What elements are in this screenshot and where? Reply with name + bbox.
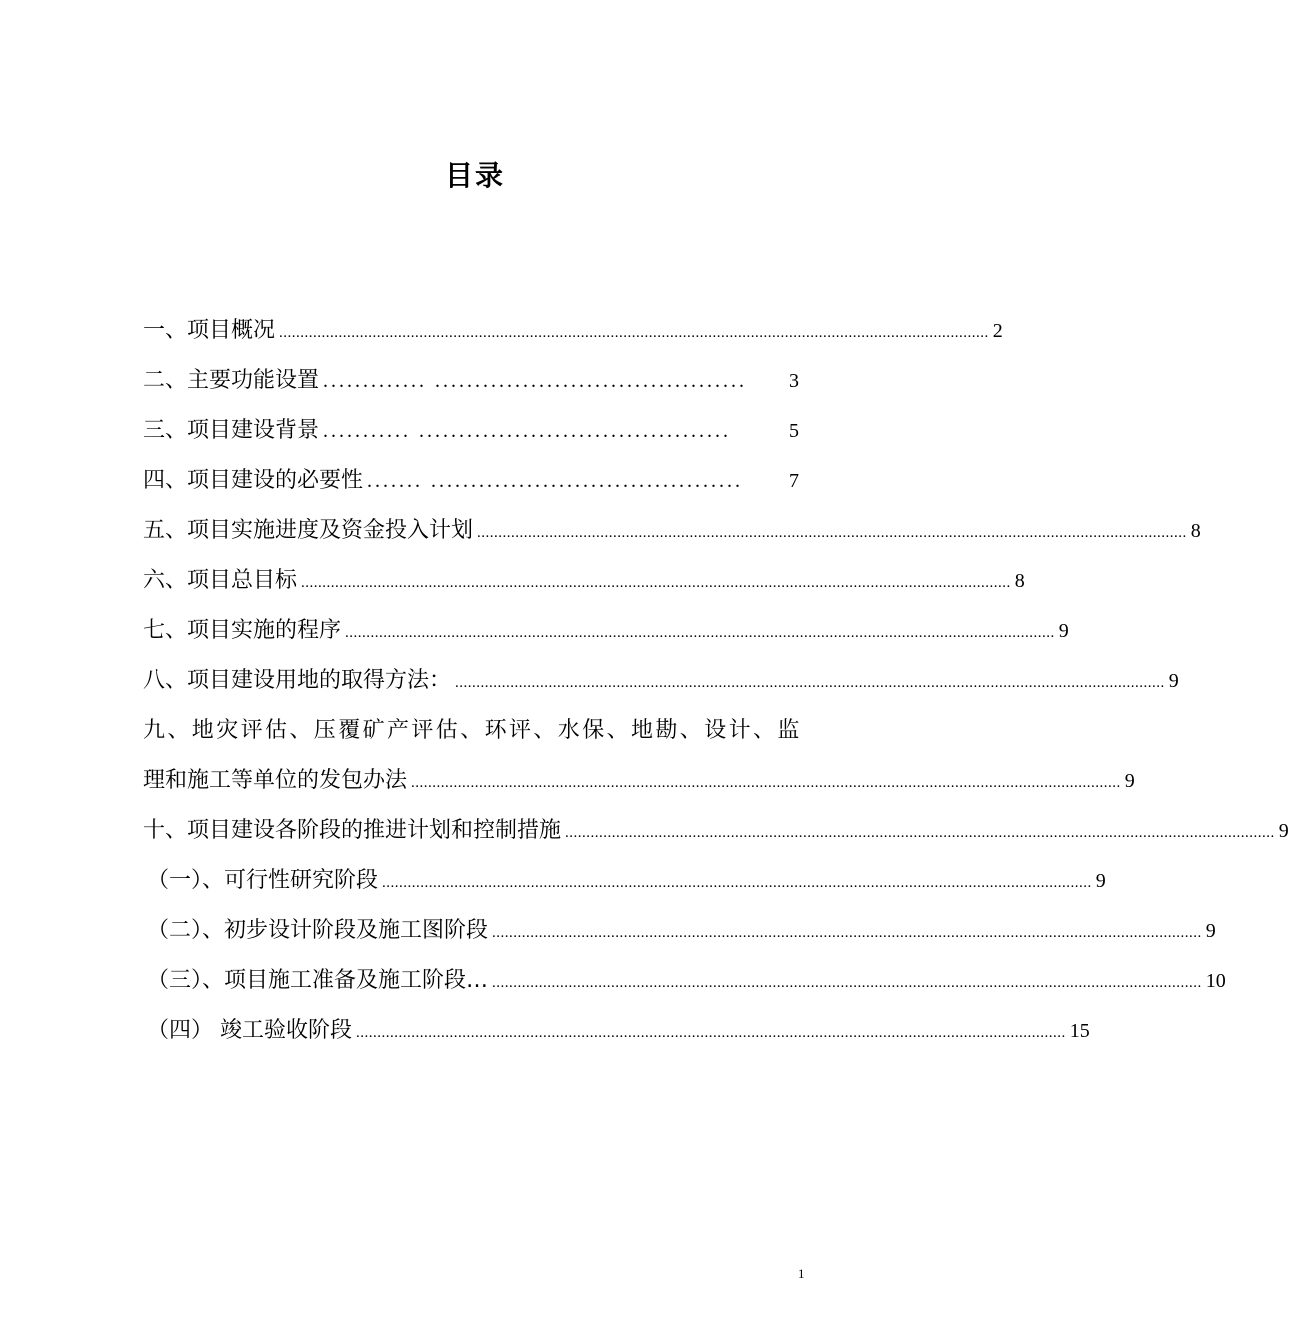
toc-dot-leader: ....................................................................................................................................................................... — [411, 775, 1121, 791]
toc-entry[interactable] — [143, 406, 807, 456]
toc-dot-leader: ........... ....................................... — [323, 420, 732, 442]
toc-entry[interactable] — [143, 706, 1135, 806]
toc-entry[interactable] — [143, 906, 1216, 956]
toc-entry[interactable] — [143, 856, 1106, 906]
toc-entry[interactable] — [143, 556, 1025, 606]
toc-entry-label: （三）、项目施工准备及施工阶段… — [147, 968, 489, 993]
toc-entry-label: 五、项目实施进度及资金投入计划 — [143, 518, 474, 543]
toc-entry[interactable] — [143, 656, 1179, 706]
toc-dot-leader: ....................................................................................................................................................................... — [345, 625, 1055, 641]
toc-entry-label: （四） 竣工验收阶段 — [147, 1018, 352, 1043]
toc-page-number: 9 — [1278, 820, 1289, 842]
toc-page-number: 15 — [1069, 1020, 1090, 1042]
toc-dot-leader: ....... ....................................... — [367, 470, 744, 492]
footer-page-number: 1 — [798, 1266, 805, 1281]
toc-entry-label: 三、项目建设背景 — [143, 418, 320, 443]
toc-page-number: 2 — [992, 320, 1003, 342]
toc-entry-label: （二）、初步设计阶段及施工图阶段 — [147, 918, 489, 943]
toc-entry-label: 二、主要功能设置 — [143, 368, 320, 393]
toc-page-number: 9 — [1095, 870, 1106, 892]
toc-page-number: 10 — [1205, 970, 1226, 992]
page-title: 目录 — [444, 159, 505, 192]
toc-page-number: 9 — [1205, 920, 1216, 942]
toc-dot-leader: ....................................................................................................................................................................... — [279, 325, 989, 341]
toc-entry-label: 六、项目总目标 — [143, 568, 298, 593]
toc-entry[interactable] — [143, 1006, 1090, 1056]
toc-dot-leader: ....................................................................................................................................................................... — [382, 875, 1092, 891]
toc-entry[interactable] — [143, 356, 807, 406]
toc-entry-label: （一）、可行性研究阶段 — [147, 868, 379, 893]
toc-dot-leader: ....................................................................................................................................................................... — [565, 825, 1275, 841]
toc-entry-label-line1: 九、地灾评估、压覆矿产评估、环评、水保、地勘、设计、监 — [143, 718, 802, 743]
toc-dot-leader: ....................................................................................................................................................................... — [356, 1025, 1066, 1041]
toc-page-number: 9 — [1168, 670, 1179, 692]
toc-dot-leader: ....................................................................................................................................................................... — [455, 675, 1165, 691]
toc-entry[interactable] — [143, 456, 807, 506]
toc-entry[interactable] — [143, 956, 1226, 1006]
toc-dot-leader: ....................................................................................................................................................................... — [492, 975, 1202, 991]
toc-entry-label: 十、项目建设各阶段的推进计划和控制措施 — [143, 818, 562, 843]
toc-page-number: 3 — [789, 370, 799, 392]
toc-page-number: 8 — [1014, 570, 1025, 592]
toc-dot-leader: ....................................................................................................................................................................... — [477, 525, 1187, 541]
toc-entry[interactable] — [143, 306, 1003, 356]
table-of-contents — [143, 306, 1289, 1056]
toc-entry[interactable] — [143, 506, 1201, 556]
toc-entry-label: 四、项目建设的必要性 — [143, 468, 364, 493]
toc-entry-label: 一、项目概况 — [143, 318, 276, 343]
toc-dot-leader: ....................................................................................................................................................................... — [492, 925, 1202, 941]
toc-dot-leader: ....................................................................................................................................................................... — [301, 575, 1011, 591]
toc-page-number: 9 — [1124, 770, 1135, 792]
toc-entry-label: 理和施工等单位的发包办法 — [143, 768, 408, 793]
toc-dot-leader: ............. ....................................... — [323, 370, 748, 392]
toc-page-number: 9 — [1058, 620, 1069, 642]
toc-page-number: 7 — [789, 470, 799, 492]
toc-entry[interactable] — [143, 806, 1289, 856]
toc-entry[interactable] — [143, 606, 1069, 656]
toc-page-number: 5 — [789, 420, 799, 442]
toc-page-number: 8 — [1190, 520, 1201, 542]
toc-entry-label: 七、项目实施的程序 — [143, 618, 342, 643]
toc-entry-label: 八、项目建设用地的取得方法： — [143, 668, 452, 693]
